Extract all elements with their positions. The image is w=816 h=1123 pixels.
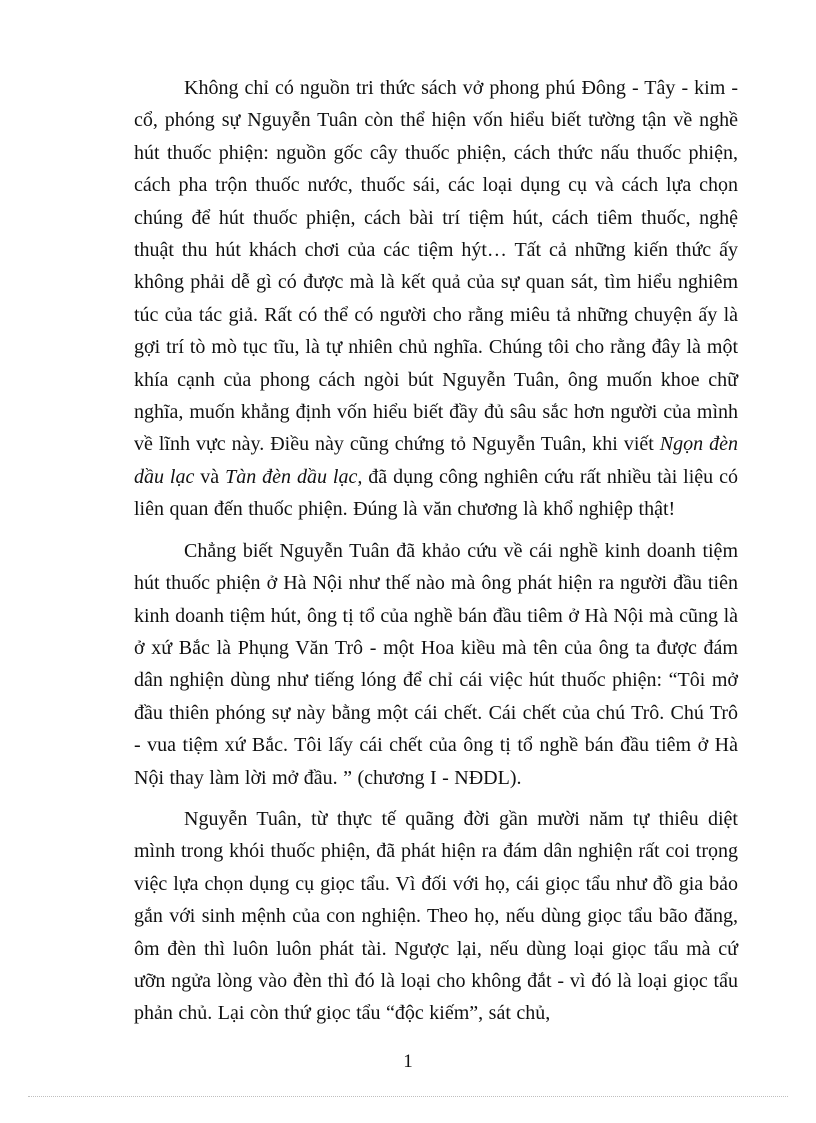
paragraph-3	[134, 803, 738, 1030]
book-title-italic: Tàn đèn dầu lạc,	[225, 465, 363, 488]
body-text	[134, 72, 738, 1039]
paragraph-text: Chẳng biết Nguyễn Tuân đã khảo cứu về cái nghề kinh doanh tiệm hút thuốc phiện ở Hà Nội như thế nào mà ông phát hiện ra người đầu tiên kinh doanh tiệm hút, ông tị tổ của nghề bán đầu tiêm ở Hà Nội mà cũng là ở xứ Bắc là Phụng Văn Trô - một Hoa kiều mà tên của ông ta được đám dân nghiện dùng như tiếng lóng để chỉ cái việc hút thuốc phiện: “Tôi mở đầu thiên phóng sự này bằng một cái chết. Cái chết của chú Trô. Chú Trô - vua tiệm xứ Bắc. Tôi lấy cái chết của ông tị tổ nghề bán đầu tiêm ở Hà Nội thay làm lời mở đầu. ” (chương I - NĐDL).	[134, 539, 738, 789]
book-title-italic: Ngọn đèn dầu lạc	[134, 433, 738, 488]
paragraph-text: Nguyễn Tuân, từ thực tế quãng đời gần mười năm tự thiêu diệt mình trong khói thuốc phiện, đã phát hiện ra đám dân nghiện rất coi trọng việc lựa chọn dụng cụ giọc tẩu. Vì đối với họ, cái giọc tẩu như đồ gia bảo gắn với sinh mệnh của con nghiện. Theo họ, nếu dùng giọc tẩu bão đăng, ôm đèn thì luôn luôn phát tài. Ngược lại, nếu dùng loại giọc tẩu mà cứ ưỡn ngửa lòng vào đèn thì đó là loại cho không đắt - vì đó là loại giọc tẩu phản chủ. Lại còn thứ giọc tẩu “độc kiếm”, sát chủ,	[134, 807, 738, 1025]
paragraph-1	[134, 72, 738, 526]
paragraph-2	[134, 535, 738, 794]
footer-divider	[28, 1096, 788, 1097]
paragraph-text: Không chỉ có nguồn tri thức sách vở phong phú Đông - Tây - kim - cổ, phóng sự Nguyễn Tuân còn thể hiện vốn hiểu biết tường tận về nghề hút thuốc phiện: nguồn gốc cây thuốc phiện, cách thức nấu thuốc phiện, cách pha trộn thuốc nước, thuốc sái, các loại dụng cụ và cách lựa chọn chúng để hút thuốc phiện, cách bài trí tiệm hút, cách tiêm thuốc, nghệ thuật thu hút khách chơi của các tiệm hýt… Tất cả những kiến thức ấy không phải dễ gì có được mà là kết quả của sự quan sát, tìm hiểu nghiêm túc của tác giả. Rất có thể có người cho rằng miêu tả những chuyện ấy là gợi trí tò mò tục tĩu, là tự nhiên chủ nghĩa. Chúng tôi cho rằng đây là một khía cạnh của phong cách ngòi bút Nguyễn Tuân, ông muốn khoe chữ nghĩa, muốn khẳng định vốn hiểu biết đầy đủ sâu sắc hơn người của mình về lĩnh vực này. Điều này cũng chứng tỏ Nguyễn Tuân, khi viết	[134, 77, 738, 456]
paragraph-text: đã dụng công nghiên cứu rất nhiều tài liệu có liên quan đến thuốc phiện. Đúng là văn chương là khổ nghiệp thật!	[134, 465, 738, 521]
paragraph-text: và	[194, 465, 226, 488]
page-number: 1	[403, 1051, 413, 1072]
